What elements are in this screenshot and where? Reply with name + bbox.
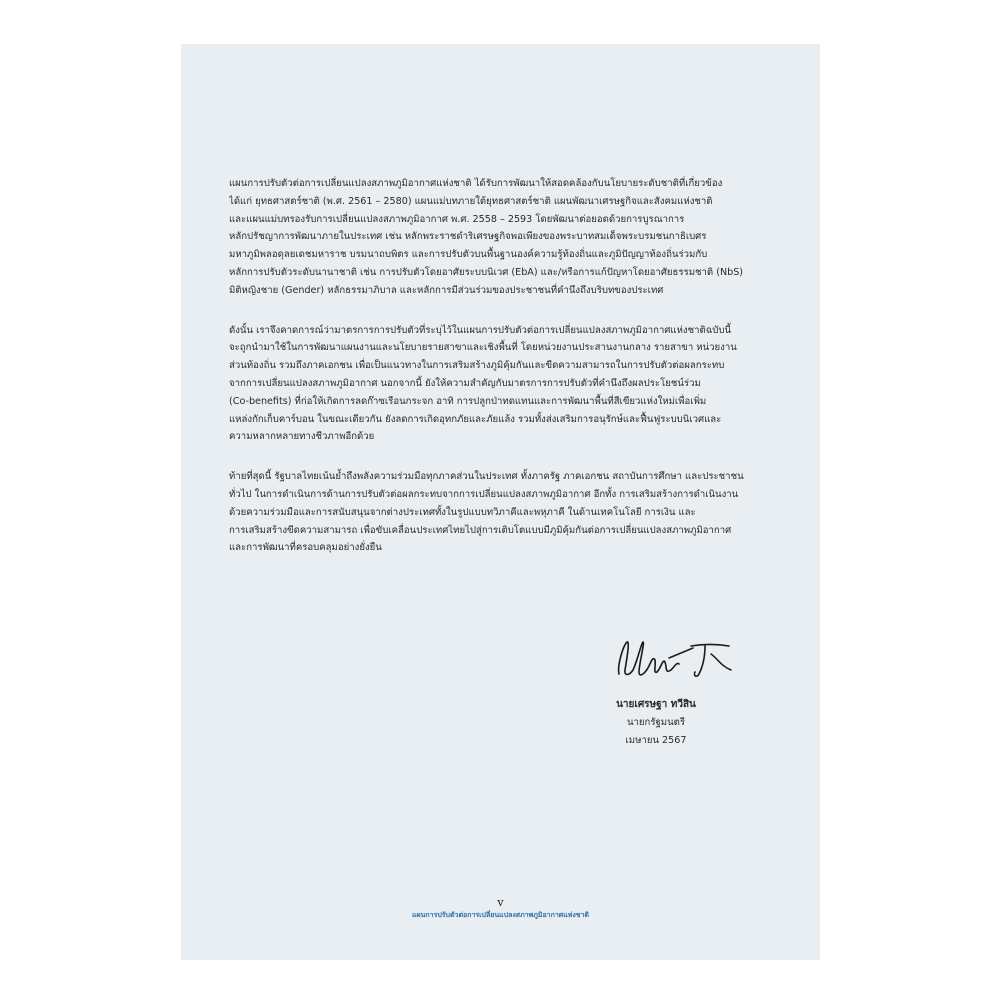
handwritten-signature [613,636,743,682]
paragraph-line: แหล่งกักเก็บคาร์บอน ในขณะเดียวกัน ยังลดการเกิดอุทกภัยและภัยแล้ง รวมทั้งส่งเสริมการอนุรักษ์และฟื้นฟูระบบนิเวศและ [229,413,722,425]
signature-date: เมษายน 2567 [625,735,687,746]
paragraph-1 [229,175,774,300]
paragraph-line: จากการเปลี่ยนแปลงสภาพภูมิอากาศ นอกจากนี้ ยังให้ความสำคัญกับมาตรการการปรับตัวที่คำนึงถึงผลประโยชน์ร่วม [229,377,701,389]
paragraph-line: การเสริมสร้างขีดความสามารถ เพื่อขับเคลื่อนประเทศไทยไปสู่การเติบโตแบบมีภูมิคุ้มกันต่อการเปลี่ยนแปลงสภาพภูมิอากาศ [229,524,732,536]
signatory-position: นายกรัฐมนตรี [626,717,686,728]
body-text [229,175,774,579]
signature-block [581,696,731,750]
paragraph-line: ดังนั้น เราจึงคาดการณ์ว่ามาตรการการปรับตัวที่ระบุไว้ในแผนการปรับตัวต่อการเปลี่ยนแปลงสภาพภูมิอากาศแห่งชาติฉบับนี้ [229,324,732,336]
paragraph-line: หลักปรัชญาการพัฒนาภายในประเทศ เช่น หลักพระราชดำริเศรษฐกิจพอเพียงของพระบาทสมเด็จพระบรมชนกาธิเบศร [229,231,707,243]
paragraph-3 [229,468,774,557]
paragraph-line: ท้ายที่สุดนี้ รัฐบาลไทยเน้นย้ำถึงพลังความร่วมมือทุกภาคส่วนในประเทศ ทั้งภาครัฐ ภาคเอกชน สถาบันการศึกษา และประชาชน [229,471,744,483]
footer-title: แผนการปรับตัวต่อการเปลี่ยนแปลงสภาพภูมิอากาศแห่งชาติ [412,911,589,919]
paragraph-line: และแผนแม่บทรองรับการเปลี่ยนแปลงสภาพภูมิอากาศ พ.ศ. 2558 – 2593 โดยพัฒนาต่อยอดด้วยการบูรณาการ [229,213,685,225]
paragraph-line: ได้แก่ ยุทธศาสตร์ชาติ (พ.ศ. 2561 – 2580) แผนแม่บทภายใต้ยุทธศาสตร์ชาติ แผนพัฒนาเศรษฐกิจและสังคมแห่งชาติ [229,195,713,207]
paragraph-line: แผนการปรับตัวต่อการเปลี่ยนแปลงสภาพภูมิอากาศแห่งชาติ ได้รับการพัฒนาให้สอดคล้องกับนโยบายระดับชาติที่เกี่ยวข้อง [229,178,723,189]
page-number: v [497,896,504,909]
paragraph-line: (Co-benefits) ที่ก่อให้เกิดการลดก๊าซเรือนกระจก อาทิ การปลูกป่าทดแทนและการพัฒนาพื้นที่สีเขียวแห่งใหม่เพื่อเพิ่ม [229,395,707,407]
paragraph-line: ส่วนท้องถิ่น รวมถึงภาคเอกชน เพื่อเป็นแนวทางในการเสริมสร้างภูมิคุ้มกันและขีดความสามารถในการปรับตัวต่อผลกระทบ [229,360,725,372]
paragraph-line: ด้วยความร่วมมือและการสนับสนุนจากต่างประเทศทั้งในรูปแบบทวิภาคีและพหุภาคี ในด้านเทคโนโลยี การเงิน และ [229,506,696,518]
paragraph-line: มหาภูมิพลอดุลยเดชมหาราช บรมนาถบพิตร และการปรับตัวบนพื้นฐานองค์ความรู้ท้องถิ่นและภูมิปัญญาท้องถิ่นร่วมกับ [229,249,708,261]
paragraph-line: มิติหญิงชาย (Gender) หลักธรรมาภิบาล และหลักการมีส่วนร่วมของประชาชนที่คำนึงถึงบริบทของประเทศ [229,284,664,296]
document-page [181,44,820,960]
paragraph-line: และการพัฒนาที่ครอบคลุมอย่างยั่งยืน [229,542,382,554]
paragraph-line: ทั่วไป ในการดำเนินการด้านการปรับตัวต่อผลกระทบจากการเปลี่ยนแปลงสภาพภูมิอากาศ อีกทั้ง การเสริมสร้างการดำเนินงาน [229,488,739,500]
paragraph-line: จะถูกนำมาใช้ในการพัฒนาแผนงานและนโยบายรายสาขาและเชิงพื้นที่ โดยหน่วยงานประสานงานกลาง รายสาขา หน่วยงาน [229,342,737,354]
page-footer [181,896,820,921]
paragraph-2 [229,322,774,447]
signatory-name: นายเศรษฐา ทวีสิน [616,699,696,710]
paragraph-line: หลักการปรับตัวระดับนานาชาติ เช่น การปรับตัวโดยอาศัยระบบนิเวศ (EbA) และ/หรือการแก้ปัญหาโดยอาศัยธรรมชาติ (NbS) [229,266,744,278]
paragraph-line: ความหลากหลายทางชีวภาพอีกด้วย [229,431,375,443]
